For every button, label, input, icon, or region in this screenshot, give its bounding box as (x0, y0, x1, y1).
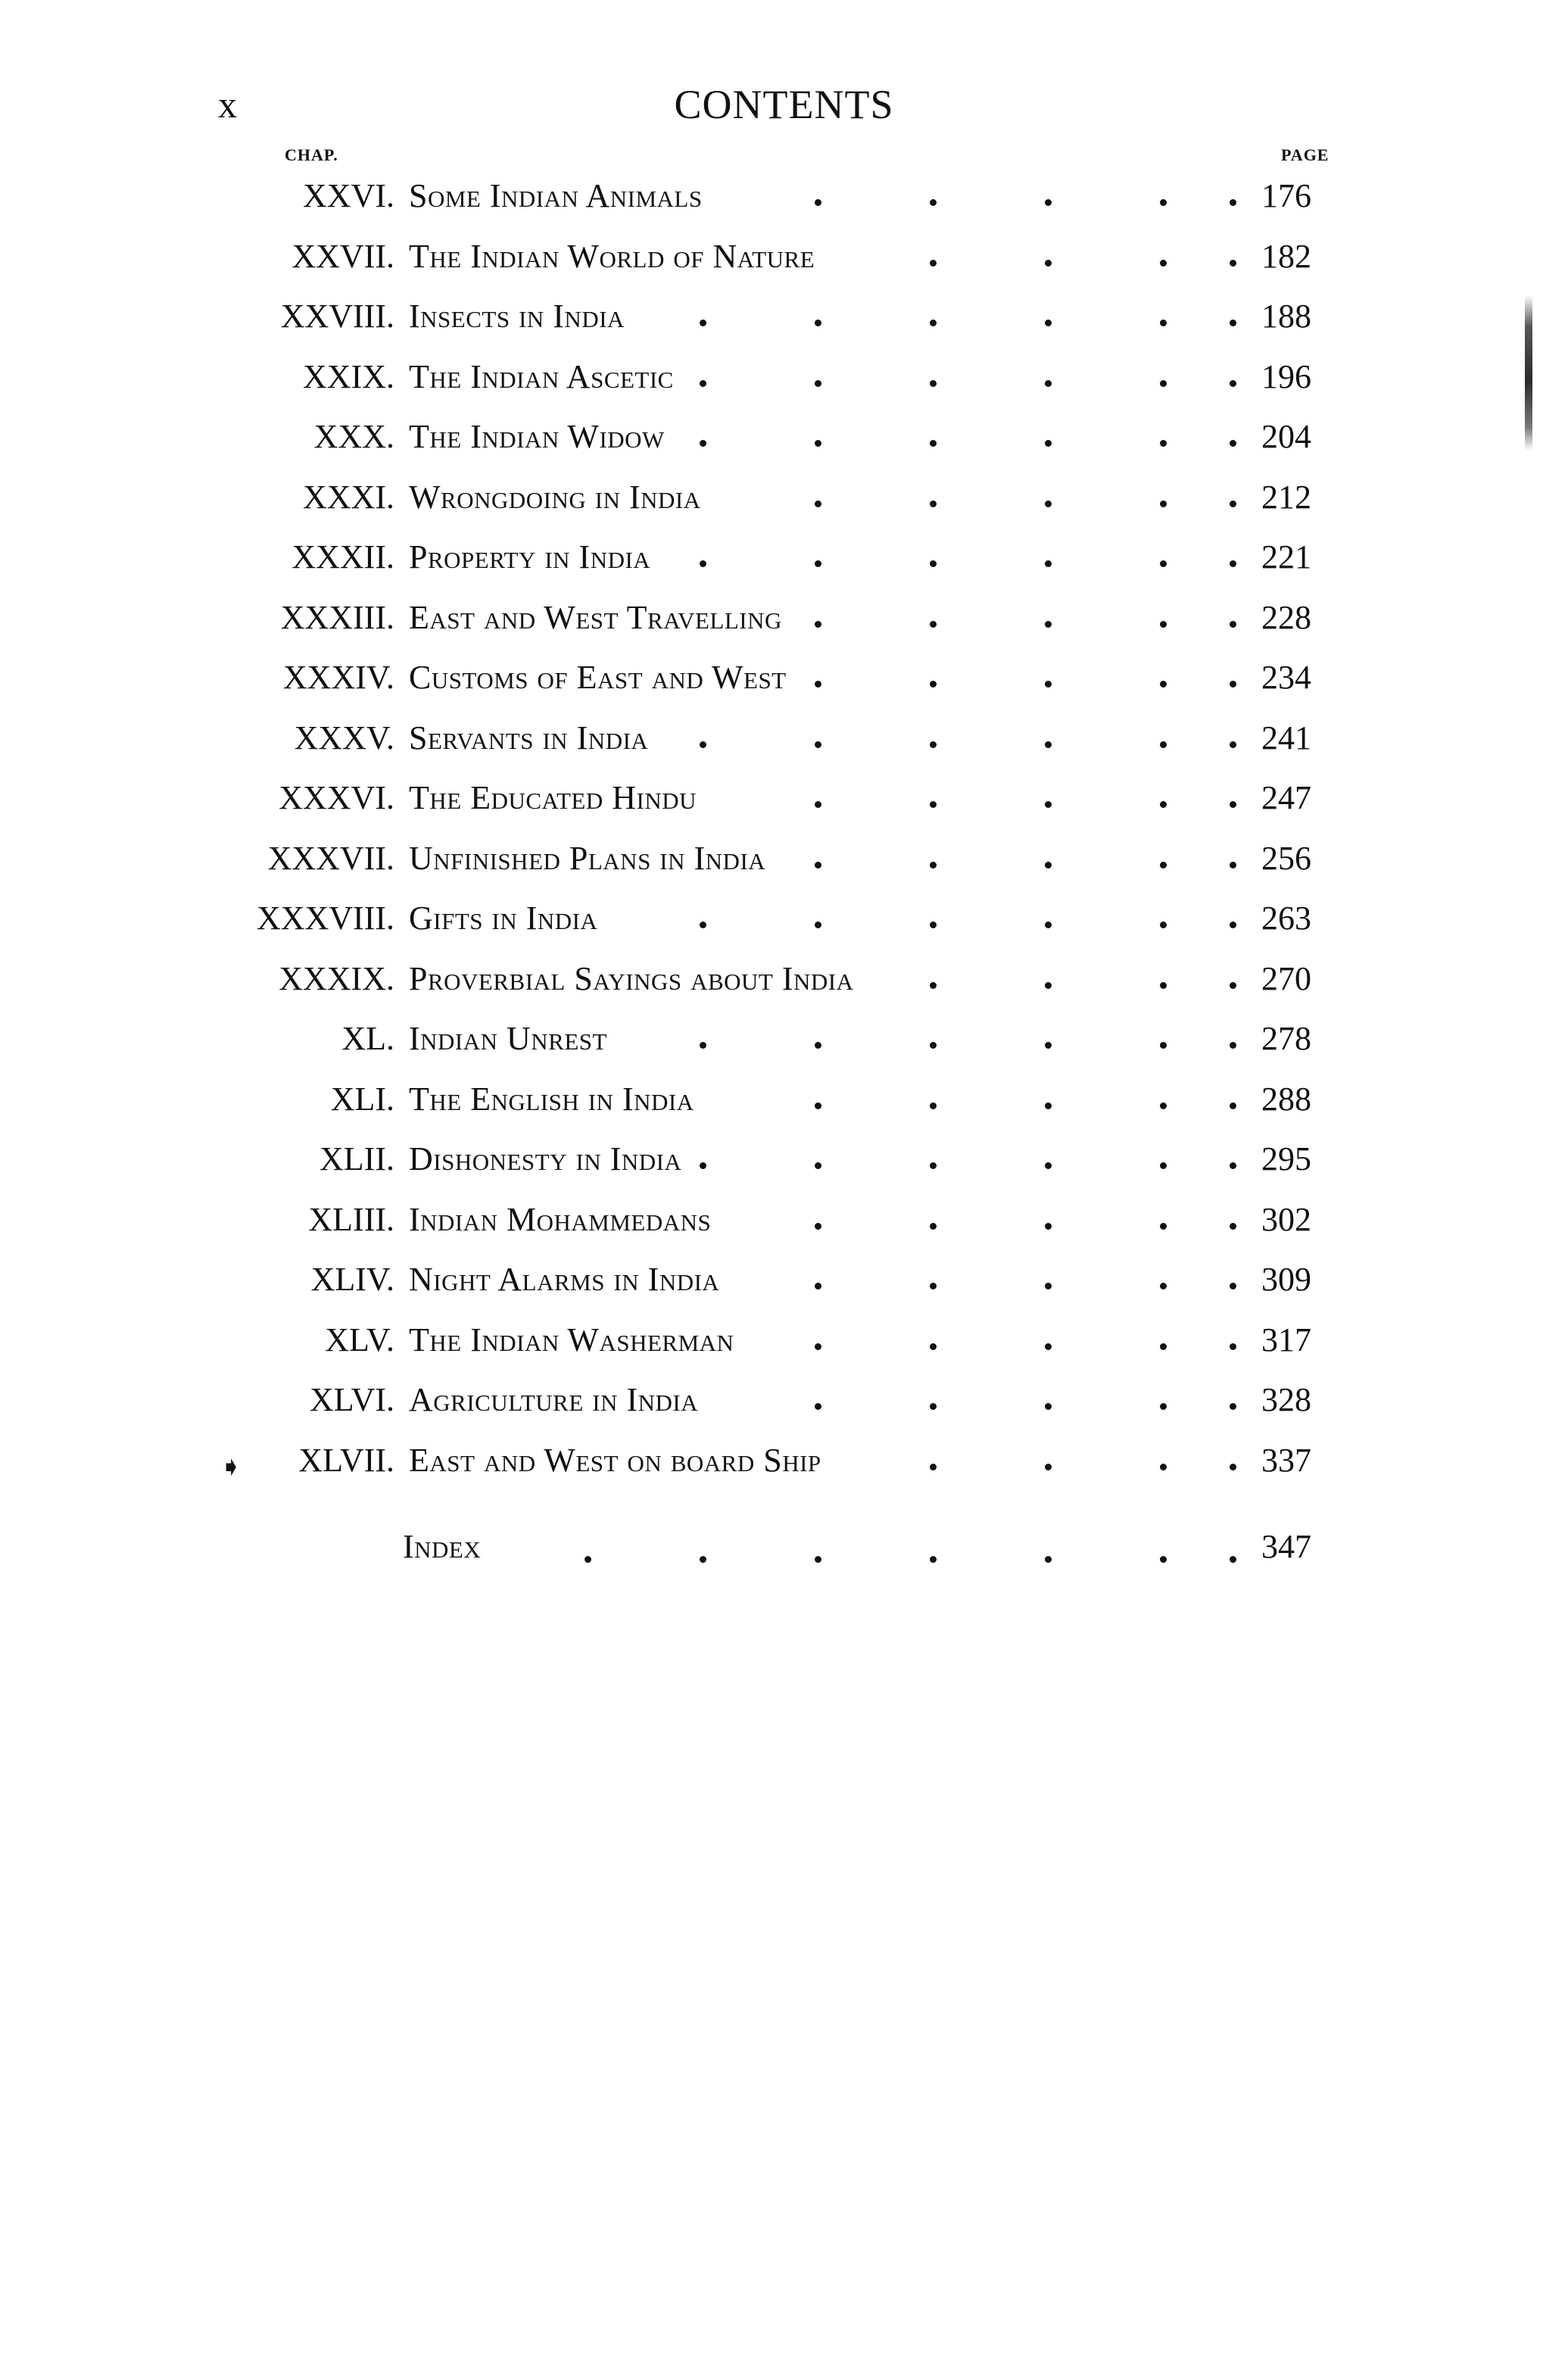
leader-dot (815, 1283, 821, 1289)
chapter-page: 256 (1261, 839, 1311, 877)
chapter-title: Proverbial Sayings about India (409, 959, 854, 997)
leader-dot (1230, 380, 1236, 387)
leader-dot (1045, 260, 1052, 267)
leader-dot (1045, 982, 1052, 989)
chapter-number: XLVI. (309, 1381, 394, 1418)
chapter-number: XLV. (325, 1321, 394, 1358)
leader-dot (1160, 1343, 1167, 1350)
leader-dot (930, 560, 937, 567)
chapter-page: 263 (1261, 900, 1311, 937)
leader-dot (700, 560, 706, 567)
running-head: CONTENTS (674, 82, 894, 127)
chapter-title: Wrongdoing in India (409, 478, 701, 516)
leader-dot (930, 440, 937, 447)
chapter-title: Gifts in India (409, 900, 598, 937)
chapter-number: XLVII. (298, 1441, 394, 1479)
toc-entry (0, 830, 1568, 890)
leader-dot (1045, 1556, 1052, 1563)
leader-dot (930, 1343, 937, 1350)
leader-dot (930, 199, 937, 206)
toc-entry (0, 469, 1568, 529)
chapter-page: 212 (1261, 478, 1311, 516)
chapter-page: 241 (1261, 719, 1311, 756)
leader-dot (815, 320, 821, 326)
leader-dot (930, 1102, 937, 1109)
leader-dot (815, 1556, 821, 1563)
chapter-title: Indian Unrest (409, 1020, 607, 1057)
leader-dot (930, 982, 937, 989)
leader-dot (700, 1556, 706, 1563)
leader-dot (1160, 560, 1167, 567)
leader-dot (1160, 741, 1167, 748)
leader-dot (1230, 560, 1236, 567)
toc-entry (0, 950, 1568, 1011)
leader-dot (930, 681, 937, 688)
chapter-number: XXVIII. (280, 298, 394, 335)
leader-dot (1160, 1162, 1167, 1169)
leader-dot (930, 1162, 937, 1169)
toc-entry (0, 529, 1568, 589)
leader-dot (1045, 801, 1052, 808)
chapter-number: XLII. (320, 1140, 394, 1177)
toc-entry (0, 1311, 1568, 1372)
leader-dot (815, 380, 821, 387)
leader-dot (815, 1102, 821, 1109)
leader-dot (815, 741, 821, 748)
leader-dot (1045, 681, 1052, 688)
leader-dot (815, 560, 821, 567)
chapter-number: XXXIX. (279, 959, 394, 997)
leader-dots (379, 716, 1230, 761)
chapter-number: XXIX. (303, 357, 394, 395)
chapter-number: XXXII. (291, 538, 394, 575)
chapter-page: 270 (1261, 959, 1311, 997)
leader-dot (1160, 1464, 1167, 1470)
leader-dot (930, 501, 937, 507)
leader-dot (1160, 1102, 1167, 1109)
leader-dot (815, 1223, 821, 1230)
leader-dots (379, 1438, 1230, 1483)
chapter-title: Indian Mohammedans (409, 1200, 712, 1238)
chapter-number: XXXIV. (282, 659, 394, 696)
chapter-title: Unfinished Plans in India (409, 839, 766, 877)
leader-dot (1230, 681, 1236, 688)
leader-dot (1045, 1162, 1052, 1169)
chapter-number: XLI. (330, 1080, 394, 1118)
leader-dot (930, 1283, 937, 1289)
leader-dots (379, 535, 1230, 580)
chapter-title: Customs of East and West (409, 659, 787, 696)
chapter-title: Dishonesty in India (409, 1140, 682, 1177)
leader-dot (815, 199, 821, 206)
leader-dot (1230, 921, 1236, 928)
leader-dots (379, 294, 1230, 339)
chapter-page: 196 (1261, 357, 1311, 395)
leader-dot (1230, 320, 1236, 326)
chapter-page: 221 (1261, 538, 1311, 575)
leader-dot (1160, 1556, 1167, 1563)
leader-dot (1160, 1042, 1167, 1049)
chapter-column-heading: CHAP. (285, 145, 338, 164)
leader-dot (1230, 1556, 1236, 1563)
chapter-title: Property in India (409, 538, 651, 575)
leader-dot (1230, 1102, 1236, 1109)
chapter-number: XXXIII. (280, 598, 394, 636)
chapter-page: 278 (1261, 1020, 1311, 1057)
toc-entry (0, 709, 1568, 770)
leader-dots (379, 655, 1230, 700)
chapter-page: 234 (1261, 659, 1311, 696)
chapter-number: XXXI. (303, 478, 394, 516)
toc-entry (0, 589, 1568, 650)
leader-dot (700, 320, 706, 326)
chapter-title: The Indian Ascetic (409, 357, 674, 395)
leader-dot (930, 921, 937, 928)
leader-dot (1160, 440, 1167, 447)
leader-dot (700, 1162, 706, 1169)
toc-entry (0, 288, 1568, 348)
leader-dot (930, 1556, 937, 1563)
margin-arrow-mark: ➧ (220, 1452, 243, 1482)
leader-dots (379, 836, 1230, 881)
leader-dot (584, 1556, 591, 1563)
toc-entry (0, 1251, 1568, 1311)
leader-dot (1045, 741, 1052, 748)
leader-dot (1160, 862, 1167, 868)
scan-smudge (1525, 295, 1532, 451)
leader-dot (1160, 621, 1167, 628)
leader-dots (379, 595, 1230, 641)
leader-dot (1230, 1464, 1236, 1470)
toc-entry (0, 649, 1568, 709)
index-title: Index (403, 1528, 482, 1565)
leader-dot (1160, 260, 1167, 267)
leader-dot (1230, 862, 1236, 868)
chapter-title: The English in India (409, 1080, 694, 1118)
toc-entry (0, 890, 1568, 950)
leader-dot (1045, 501, 1052, 507)
toc-entry (0, 228, 1568, 288)
leader-dot (1230, 501, 1236, 507)
leader-dot (1230, 801, 1236, 808)
toc-entry (0, 769, 1568, 830)
leader-dot (1230, 621, 1236, 628)
chapter-title: Some Indian Animals (409, 177, 703, 214)
leader-dots (379, 414, 1230, 460)
leader-dots (379, 1016, 1230, 1062)
chapter-title: The Indian World of Nature (409, 237, 815, 275)
chapter-title: Night Alarms in India (409, 1261, 720, 1298)
leader-dot (1160, 501, 1167, 507)
chapter-title: Insects in India (409, 298, 625, 335)
leader-dot (930, 801, 937, 808)
chapter-number: XXXVI. (279, 779, 394, 816)
chapter-title: Servants in India (409, 719, 649, 756)
leader-dot (1045, 1343, 1052, 1350)
leader-dot (930, 862, 937, 868)
leader-dot (815, 1343, 821, 1350)
leader-dots (379, 475, 1230, 520)
leader-dot (1045, 320, 1052, 326)
index-leader-dots (379, 1530, 1230, 1576)
leader-dot (815, 1042, 821, 1049)
leader-dot (1045, 862, 1052, 868)
chapter-page: 295 (1261, 1140, 1311, 1177)
leader-dot (1230, 1162, 1236, 1169)
chapter-page: 188 (1261, 298, 1311, 335)
toc-entry (0, 167, 1568, 228)
leader-dot (1230, 440, 1236, 447)
index-entry (0, 1524, 1568, 1585)
leader-dot (1230, 260, 1236, 267)
leader-dot (930, 741, 937, 748)
toc-entry (0, 1130, 1568, 1191)
leader-dot (930, 1042, 937, 1049)
chapter-number: XXVII. (291, 237, 394, 275)
toc-entry (0, 1010, 1568, 1071)
chapter-title: Agriculture in India (409, 1381, 699, 1418)
leader-dots (379, 173, 1230, 219)
leader-dots (379, 1077, 1230, 1122)
leader-dot (1160, 982, 1167, 989)
leader-dot (930, 621, 937, 628)
leader-dot (1045, 1283, 1052, 1289)
chapter-page: 337 (1261, 1441, 1311, 1479)
chapter-page: 328 (1261, 1381, 1311, 1418)
leader-dot (1045, 921, 1052, 928)
leader-dots (379, 775, 1230, 821)
leader-dot (815, 921, 821, 928)
leader-dot (1160, 801, 1167, 808)
leader-dot (930, 380, 937, 387)
leader-dot (1045, 1403, 1052, 1410)
leader-dot (700, 1042, 706, 1049)
page-number: x (218, 83, 237, 126)
chapter-page: 317 (1261, 1321, 1311, 1358)
leader-dot (1230, 199, 1236, 206)
chapter-number: XXXVIII. (256, 900, 394, 937)
chapter-page: 302 (1261, 1200, 1311, 1238)
leader-dot (1230, 1283, 1236, 1289)
toc-entry (0, 1071, 1568, 1131)
leader-dots (379, 1318, 1230, 1363)
leader-dot (1045, 380, 1052, 387)
leader-dot (1045, 1042, 1052, 1049)
leader-dot (1230, 1403, 1236, 1410)
leader-dot (815, 1162, 821, 1169)
index-page: 347 (1261, 1528, 1311, 1565)
leader-dots (379, 1137, 1230, 1182)
leader-dot (1045, 560, 1052, 567)
chapter-title: The Indian Widow (409, 418, 665, 455)
leader-dot (815, 501, 821, 507)
leader-dot (1230, 982, 1236, 989)
leader-dot (1160, 380, 1167, 387)
leader-dot (1160, 1403, 1167, 1410)
chapter-page: 309 (1261, 1261, 1311, 1298)
chapter-title: The Indian Washerman (409, 1321, 734, 1358)
leader-dot (1045, 1102, 1052, 1109)
leader-dot (700, 741, 706, 748)
leader-dot (815, 621, 821, 628)
leader-dots (379, 1257, 1230, 1302)
leader-dot (1230, 741, 1236, 748)
chapter-title: The Educated Hindu (409, 779, 697, 816)
table-of-contents (0, 167, 1568, 1492)
chapter-number: XLIII. (308, 1200, 394, 1238)
chapter-title: East and West Travelling (409, 598, 782, 636)
leader-dots (379, 1377, 1230, 1423)
leader-dot (1045, 1223, 1052, 1230)
leader-dot (930, 1223, 937, 1230)
leader-dots (379, 354, 1230, 400)
chapter-title: East and West on board Ship (409, 1441, 821, 1479)
chapter-page: 182 (1261, 237, 1311, 275)
chapter-page: 228 (1261, 598, 1311, 636)
leader-dot (815, 1403, 821, 1410)
chapter-page: 204 (1261, 418, 1311, 455)
leader-dot (1160, 320, 1167, 326)
toc-entry (0, 408, 1568, 469)
leader-dot (1160, 1283, 1167, 1289)
leader-dot (930, 320, 937, 326)
leader-dots (379, 234, 1230, 279)
leader-dot (1230, 1042, 1236, 1049)
chapter-page: 247 (1261, 779, 1311, 816)
chapter-page: 176 (1261, 177, 1311, 214)
leader-dots (379, 1197, 1230, 1243)
leader-dot (1230, 1343, 1236, 1350)
leader-dots (379, 896, 1230, 941)
leader-dot (815, 862, 821, 868)
leader-dot (930, 260, 937, 267)
leader-dot (700, 380, 706, 387)
leader-dot (1160, 199, 1167, 206)
leader-dot (930, 1464, 937, 1470)
leader-dot (815, 801, 821, 808)
leader-dot (930, 1403, 937, 1410)
leader-dot (815, 681, 821, 688)
chapter-number: XXVI. (303, 177, 394, 214)
chapter-number: XLIV. (310, 1261, 394, 1298)
leader-dot (1045, 1464, 1052, 1470)
leader-dot (1160, 921, 1167, 928)
page-column-heading: PAGE (1281, 145, 1330, 164)
leader-dots (379, 956, 1230, 1002)
chapter-number: XL. (341, 1020, 394, 1057)
toc-entry (0, 1371, 1568, 1432)
toc-entry (0, 348, 1568, 409)
leader-dot (815, 440, 821, 447)
chapter-number: XXX. (313, 418, 394, 455)
leader-dot (1045, 621, 1052, 628)
leader-dot (1160, 1223, 1167, 1230)
leader-dot (1230, 1223, 1236, 1230)
leader-dot (700, 440, 706, 447)
chapter-page: 288 (1261, 1080, 1311, 1118)
leader-dot (1160, 681, 1167, 688)
leader-dot (1045, 199, 1052, 206)
leader-dot (700, 921, 706, 928)
leader-dot (1045, 440, 1052, 447)
toc-entry (0, 1191, 1568, 1252)
chapter-number: XXXVII. (267, 839, 394, 877)
chapter-number: XXXV. (294, 719, 394, 756)
